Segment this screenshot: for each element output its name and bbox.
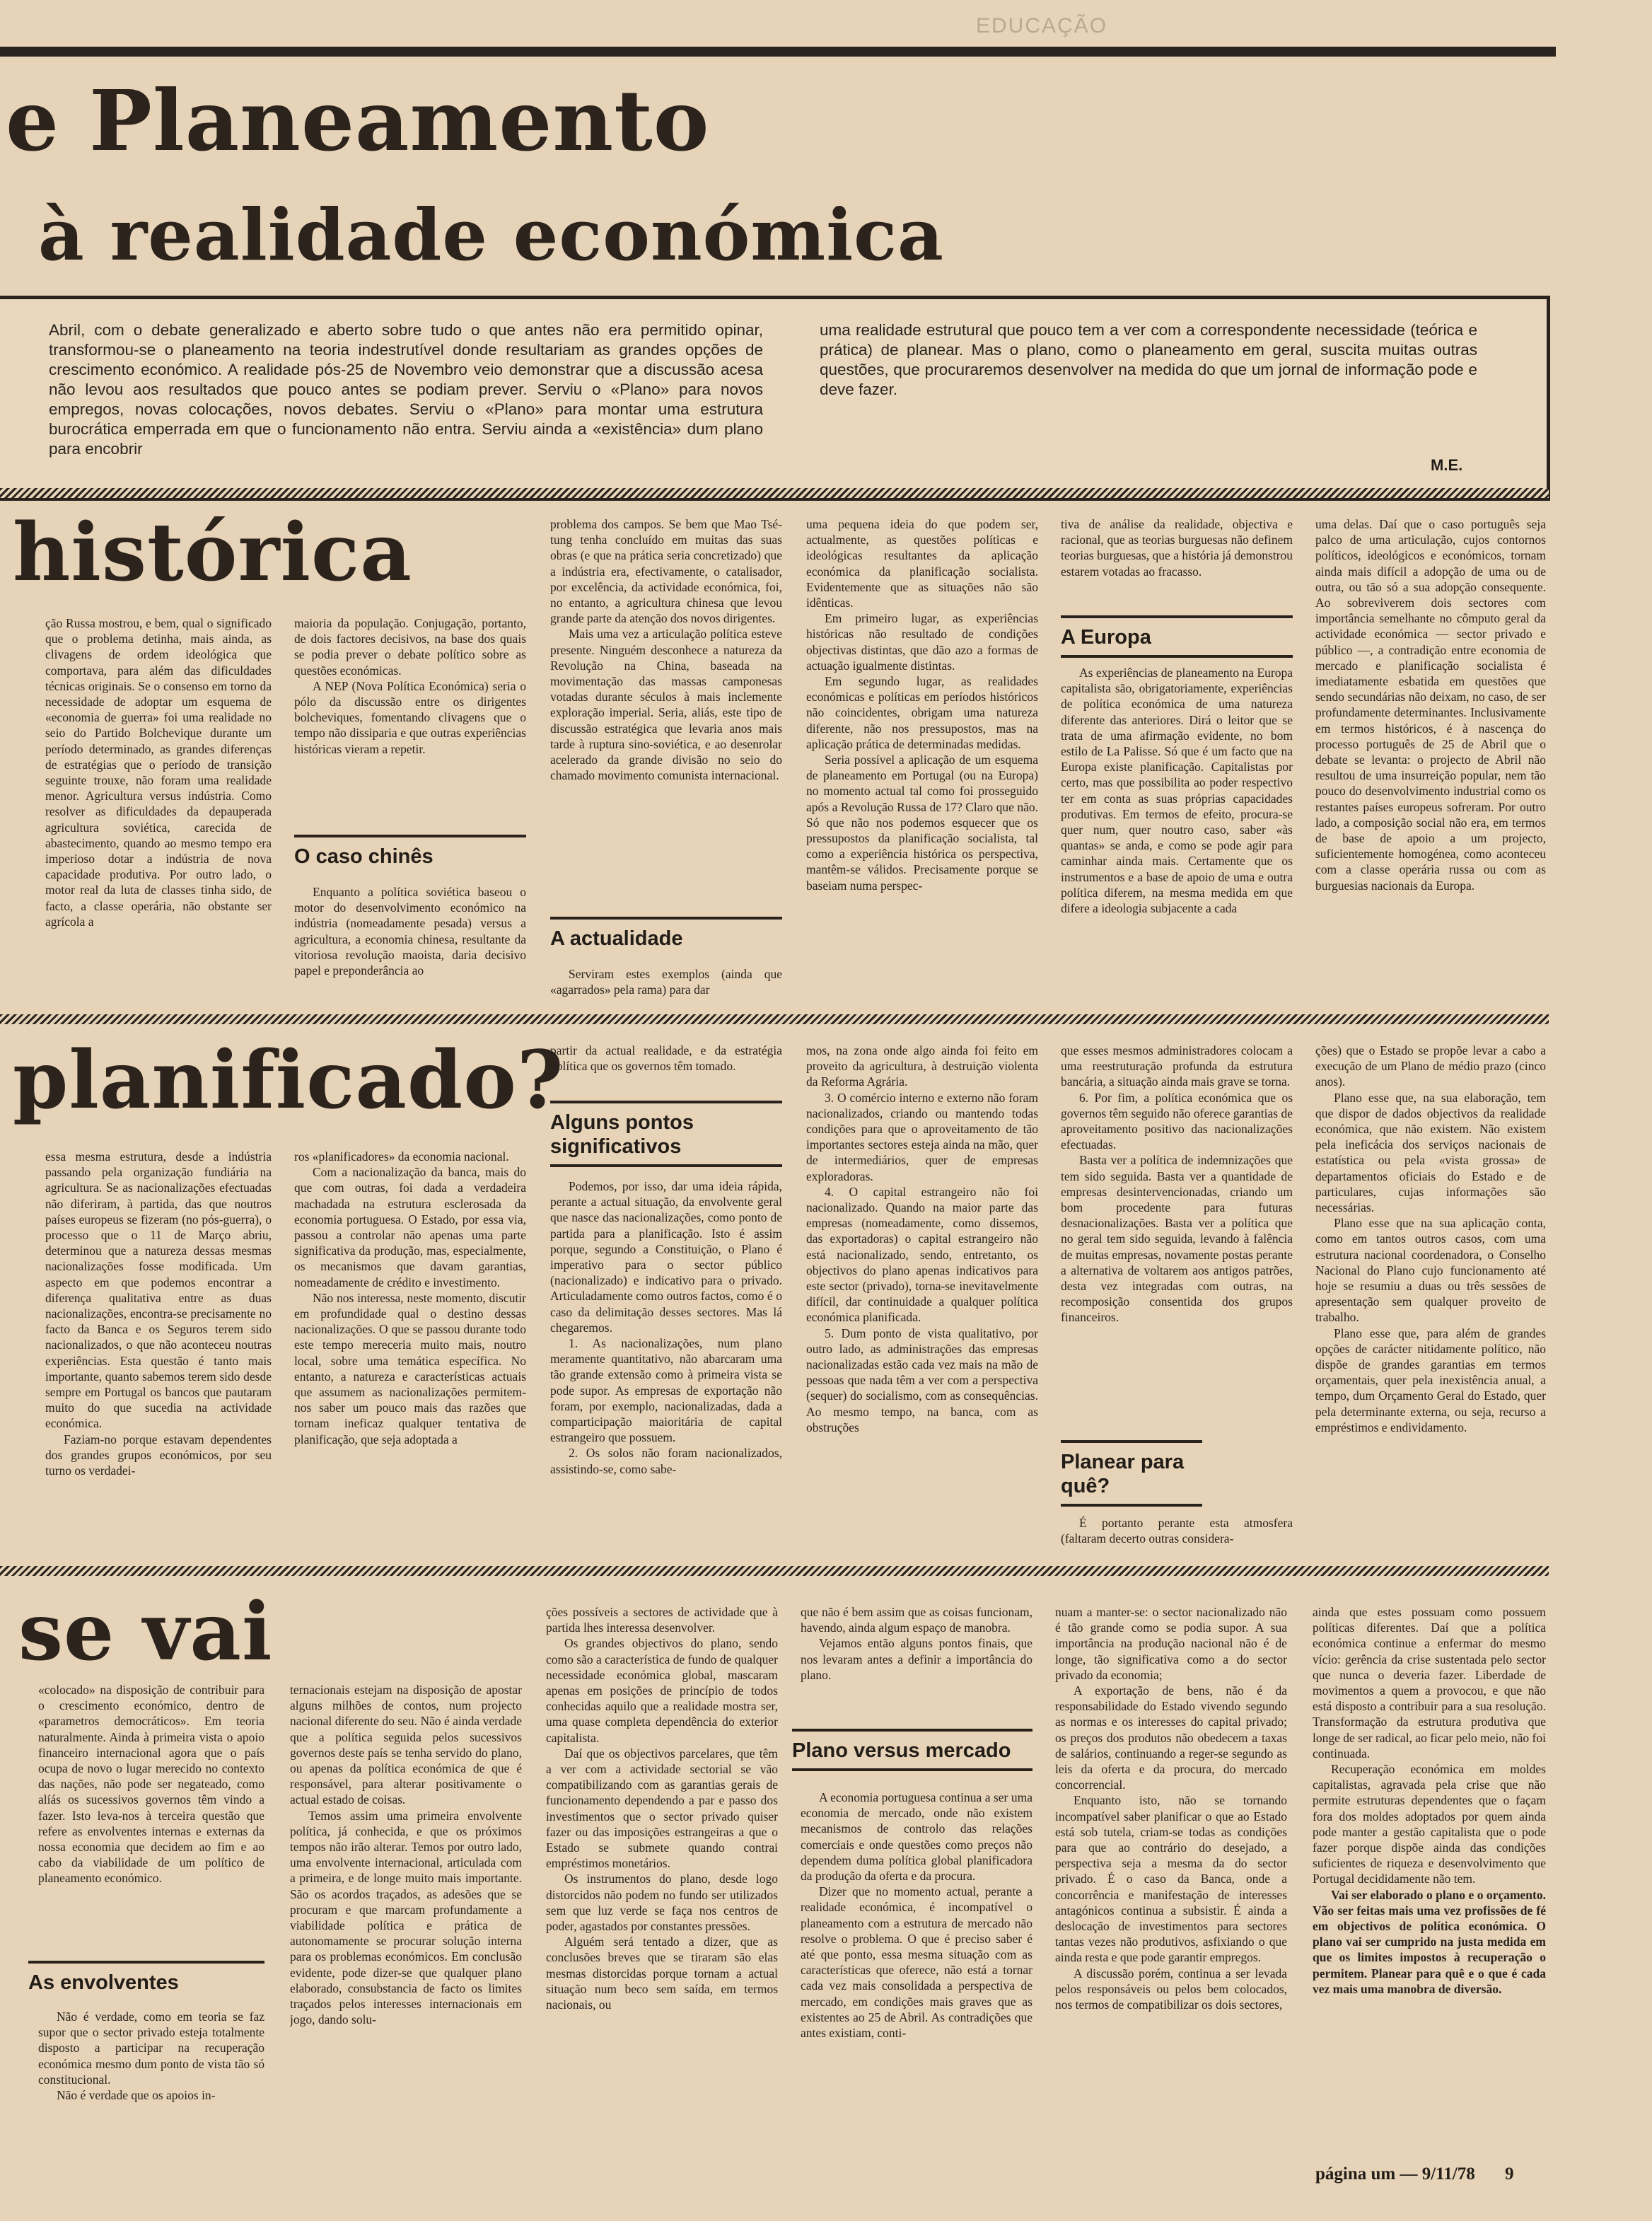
paragraph: 3. O comércio interno e externo não foram nacionalizados, criando ou mantendo todas condições para que o aproveitamento de tão importantes sectores esteja ainda na mão, quer de intermediários, quer de empresas exploradoras.: [806, 1090, 1038, 1183]
paragraph: Basta ver a política de indemnizações que tem sido seguida. Basta ver a quantidade de empresas desintervencionadas, criando um bom procedente para futuras desnacionalizações. Basta ver a política que no geral tem sido seguida, levando à falência de muitas empresas, novamente postas perante a alternativa de voltarem aos antigos patrões, desta vez integradas com outras, na recomposição consentida dos grupos financeiros.: [1061, 1153, 1293, 1325]
section2-col1: [45, 1149, 272, 1545]
section2-col4: [806, 1043, 1038, 1545]
paragraph: ternacionais estejam na disposição de apostar alguns milhões de contos, num projecto nacional diferente do seu. Não é ainda verdade que a política seguida pelos sucessivos governos deste país se tenha servido do plano, ou apenas da política económica de que é responsável, para alterar positivamente o actual estado de coisas.: [290, 1683, 522, 1807]
paragraph: partir da actual realidade, e da estratégia política que os governos têm tomado.: [550, 1043, 782, 1074]
paragraph: Não é verdade que os apoios in-: [57, 2088, 216, 2103]
headline-line1: e Planeamento: [6, 71, 710, 170]
paragraph: É portanto perante esta atmosfera (faltaram decerto outras considera-: [1061, 1516, 1293, 1546]
paragraph: Em primeiro lugar, as experiências históricas não resultado de condições objectivas distintas, que dão azo a formas de actuação igualmente distintas.: [806, 611, 1038, 673]
page-number: 9: [1505, 2164, 1514, 2184]
section1-divider: [0, 488, 1549, 498]
section3-heading: se vai: [18, 1586, 273, 1678]
paragraph: 6. Por fim, a política económica que os governos têm seguido não oferece garantias de aproveitamento positivo das nacionalizações efectuadas.: [1061, 1090, 1293, 1152]
paragraph: Enquanto isto, não se tornando incompatível saber planificar o que ao Estado está sob tutela, criam-se todas as condições para que ao contrário do desejado, a perspectiva seja a mesma da do sector privado. É o caso da Banca, onde a concorrência e manifestação de interesses antagónicos continua a subsistir. É ainda a deslocação de investimentos para sectores tantas vezes não produtivos, asfixiando o que ainda resta e que pode garantir empregos.: [1055, 1793, 1287, 1965]
intro-signature: M.E.: [1431, 456, 1463, 474]
paragraph: ainda que estes possuam como possuem políticas diferentes. Daí que a política económica continue a enfermar do mesmo vício: gerência da crise sustentada pelo sector que nunca o deveria fazer. Liberdade de movimentos a quem a provocou, e que não está disposto a contribuir para a sua resolução. Transformação da estrutura produtiva que longe de ser radical, ao ficar pelo meio, não foi continuada.: [1313, 1605, 1546, 1761]
paragraph: A discussão porém, continua a ser levada pelos responsáveis ou pelos bem colocados, nos termos de compatibilizar os dois sectores,: [1055, 1966, 1287, 2012]
paragraph: essa mesma estrutura, desde a indústria passando pela organização fundiária na agricultura. Se as nacionalizações efectuadas não diferiram, à partida, das que noutros países europeus se fizeram (no pós-guerra), o processo que o 11 de Março abriu, determinou que a natureza dessas mesmas nacionalizações fosse modificada. Um aspecto em que podemos encontrar a diferença qualitativa entre as duas nacionalizações, encontra-se precisamente no facto da Banca e os Seguros terem sido nacionalizados, o que não aconteceu noutras experiências. Esta questão é tanto mais importante, quanto sabemos terem sido desde sempre em Portugal os bancos que pautaram muito do que sucedia na actividade económica.: [45, 1149, 272, 1431]
section3-col6: [1313, 1604, 1546, 2128]
paragraph: Podemos, por isso, dar uma ideia rápida, perante a actual situação, da envolvente geral que nasce das nacionalizações, como ponto de partida para a planificação. Isto é assim porque, segundo a Constituição, o Plano é imperativo para o sector público (nacionalizado) e indicativo para o privado. Articuladamente como outros factos, como é o caso da delimitação desses sectores. Mas lá chegaremos.: [550, 1179, 782, 1335]
section2-subhead-pontos: Alguns pontos significativos: [550, 1101, 782, 1167]
paragraph: Os grandes objectivos do plano, sendo como são a característica de fundo de qualquer necessidade económica global, mascaram apenas em posições de princípio de todos conhecidas aquilo que a realidade mostra ser, uma quase completa dependência do exterior capitalista.: [546, 1636, 778, 1745]
paragraph: Os instrumentos do plano, desde logo distorcidos não podem no fundo ser utilizados sem que luz verde se faça nos centros de poder, agastados por constantes pressões.: [546, 1872, 778, 1934]
intro-right-text: uma realidade estrutural que pouco tem a ver com a correspondente necessidade (teórica e prática) de planear. Mas o plano, como o planeamento em geral, suscita muitas outras questões, que procuraremos desenvolver na medida do que um jornal de informação pode e deve fazer.: [820, 321, 1477, 398]
paragraph: mos, na zona onde algo ainda foi feito em proveito da agricultura, à destruição violenta da Reforma Agrária.: [806, 1043, 1038, 1089]
paragraph: uma delas. Daí que o caso português seja palco de uma articulação, cujos contornos políticos, ideológicos e económicos, tornam ainda mais difícil a adopção de uma ou de outra, ou tão só a sua adopção consequente. Ao sobreviverem dois sectores com importância semelhante no cômputo geral da actividade económica — sector privado e público —, a contradição entre economia de mercado e planificação socialista é imediatamente esbatida em questões que sendo secundárias não deixam, no caso, de ser profundamente determinantes. Inclusivamente em termos históricos, é à nascença do processo português de 25 de Abril que o debate se levanta: o projecto de Abril não resultou de uma insurreição popular, nem tão pouco do desenvolvimento industrial como os restantes países europeus sofreram. Por outro lado, a composição social não era, em termos de base de apoio a um projecto, suficientemente homogénea, como aconteceu com a classe operária russa ou com as burguesias nacionais da Europa.: [1315, 517, 1546, 893]
paragraph: que não é bem assim que as coisas funcionam, havendo, ainda algum espaço de manobra.: [801, 1605, 1032, 1635]
paragraph: Plano esse que, para além de grandes opções de carácter nitidamente político, não dispõe de grandes garantias em termos orçamentais, quer pela inexistência anual, a tempo, dum Orçamento Geral do Estado, quer pela determinante externa, ou seja, recurso a empréstimos e endividamento.: [1315, 1326, 1546, 1434]
section3-col1: [38, 1682, 264, 1959]
section3-col5: [1055, 1604, 1287, 2145]
section1-heading: histórica: [13, 506, 412, 599]
paragraph: uma pequena ideia do que podem ser, actualmente, as questões políticas e ideológicas resultantes da aplicação económica da planificação socialista. Evidentemente que as situações não são idênticas.: [806, 517, 1038, 610]
paragraph: 5. Dum ponto de vista qualitativo, por outro lado, as administrações das empresas nacionalizadas estão cada vez mais na mão de pessoas que nada têm a ver com a perspectiva (sequer) do socialismo, com as consequências. Ao mesmo tempo, na banca, com as obstruções: [806, 1326, 1038, 1434]
headline-line2: à realidade económica: [38, 193, 944, 277]
paragraph: Vejamos então alguns pontos finais, que nos levaram antes a definir a importância do plano.: [801, 1636, 1032, 1682]
paragraph: Faziam-no porque estavam dependentes dos grandes grupos económicos, por seu turno os verdadei-: [45, 1432, 272, 1478]
intro-box: [0, 296, 1550, 501]
section1-subhead-actualidade: A actualidade: [550, 917, 782, 951]
section1-col3-bottom: [550, 966, 782, 1006]
section2-heading: planificado?: [13, 1034, 564, 1127]
paragraph: A economia portuguesa continua a ser uma economia de mercado, onde não existem mecanismos de controlo das relações comerciais e onde questões como preços não dependem duma política global planificadora da produção da oferta e da procura.: [801, 1790, 1032, 1884]
intro-left-text: Abril, com o debate generalizado e aberto sobre tudo o que antes não era permitido opinar, transformou-se o planeamento na teoria indestrutível donde resultariam as grandes opções de crescimento económico. A realidade pós-25 de Novembro veio demonstrar que a discussão acesa não levou aos resultados que pouco antes se podiam prever. Serviu o «Plano» para novos empregos, novas colocações, novos debates. Serviu o «Plano» para montar uma estrutura burocrática emperrada em que o funcionamento não entra. Serviu ainda a «existência» dum plano para encobrir: [49, 321, 763, 458]
page-footer: [1315, 2164, 1514, 2184]
paragraph: nuam a manter-se: o sector nacionalizado não é tão grande como se podia supor. A sua importância na produção nacional não é de longe, tão significativa como a do sector privado da economia;: [1055, 1605, 1287, 1682]
paragraph: Enquanto a política soviética baseou o motor do desenvolvimento económico na indústria (nomeadamente pesada) versus a agricultura, a economia chinesa, resultante da vitoriosa revolução maoista, daria decisivo papel e preponderância ao: [294, 885, 526, 978]
section2-col6: [1315, 1043, 1546, 1545]
section1-col5: [1061, 516, 1293, 608]
paragraph: Serviram estes exemplos (ainda que «agarrados» pela rama) para dar: [550, 967, 782, 997]
paragraph: Não nos interessa, neste momento, discutir em profundidade qual o destino dessas nacionalizações. O que se passou durante todo este tempo mereceria muito mais, noutro local, sobre uma temática específica. No entanto, a natureza e características actuais que assumem as nacionalizações permitem-nos saber um pouco mais das razões que tornam ineficaz qualquer tentativa de planificação, que seja adoptada a: [294, 1290, 526, 1446]
paragraph: Dizer que no momento actual, perante a realidade económica, é incompatível o planeamento com a estrutura de mercado não resolve o problema. O que é preciso saber é até que ponto, essa mesma situação com as características que oferece, não está a tornar cada vez mais consolidada a perspectiva de mercado, em condições mais graves que as existentes ao 25 de Abril. As contradições que antes existiam, conti-: [801, 1884, 1032, 2041]
section3-subhead-mercado: Plano versus mercado: [792, 1729, 1032, 1771]
paragraph: Mais uma vez a articulação política esteve presente. Ninguém desconhece a natureza da Revolução na China, baseada na movimentação das massas camponesas votadas durante séculos à mais inclemente exploração imperial. Seria, aliás, este tipo de discussão estratégica que levaria anos mais tarde à ruptura sino-soviética, e ao desenrolar acelerado da grande divisão no seio do chamado movimento comunista internacional.: [550, 627, 782, 783]
paragraph: Alguém será tentado a dizer, que as conclusões breves que se tiraram são elas mesmas distorcidas porque tornam a actual situação num beco sem saída, em termos nacionais, ou: [546, 1935, 778, 2012]
section1-col3: [550, 516, 782, 912]
section3-divider: [0, 1566, 1549, 1576]
section1-col1: [45, 615, 272, 1004]
section2-col3: [550, 1043, 782, 1099]
section1-subhead-europa: A Europa: [1061, 615, 1293, 658]
footer-text: página um — 9/11/78: [1315, 2164, 1475, 2184]
section2-divider: [0, 1014, 1549, 1024]
paragraph: ções) que o Estado se propõe levar a cabo a execução de um Plano de médio prazo (cinco anos).: [1315, 1043, 1546, 1089]
paragraph: Vai ser elaborado o plano e o orçamento. Vão ser feitas mais uma vez profissões de fé em objectivos de política económica. O plano vai ser cumprido na justa medida em que os limites impostos à recuperação o permitem. Planear para quê e o que é cada vez mais uma manobra de diversão.: [1313, 1887, 1546, 1996]
paragraph: Temos assim uma primeira envolvente política, já conhecida, e que os próximos tempos não irão alterar. Temos por outro lado, uma envolvente internacional, articulada com a primeira, e de longe muito mais importante. São os acordos traçados, as adesões que se procuram e que marcam profundamente a viabilidade política e prática de autonomamente se procurar solução interna para os problemas económicos. Em conclusão evidente, pode dizer-se que qualquer plano elaborado, consubstancia de facto os limites traçados pelos interesses internacionais em jogo, dando solu-: [290, 1808, 522, 2027]
section1-subhead-china: O caso chinês: [294, 835, 526, 869]
paragraph: ção Russa mostrou, e bem, qual o significado que o problema detinha, mais ainda, as clivagens de ordem ideológica que comportava, para além das dificuldades técnicas originais. Se o consenso em torno da necessidade de adoptar um esquema de «economia de guerra» foi uma realidade no seio do Partido Bolchevique durante um período determinado, as grandes diferenças de estratégias que o período de transição seguinte trouxe, não foram uma realidade menor. Agricultura versus indústria. Como resolver as dificuldades da depauperada agricultura soviética, carecida de abastecimento, quando ao mesmo tempo era imperioso dotar a indústria de nova capacidade produtiva. Por outro lado, o motor real da luta de classes tinha sido, de facto, a classe operária, não obstante ser agrícola a: [45, 616, 272, 929]
paragraph: maioria da população. Conjugação, portanto, de dois factores decisivos, na base dos quais se podia prever o debate político sobre as questões económicas.: [294, 616, 526, 678]
paragraph: Daí que os objectivos parcelares, que têm a ver com a actividade sectorial se vão compatibilizando com as garantias gerais de funcionamento dependendo a par e passo dos investimentos que o sector privado quiser fazer ou das imposições estrangeiras a que o Estado se submete quando contrai empréstimos monetários.: [546, 1746, 778, 1871]
paragraph: 4. O capital estrangeiro não foi nacionalizado. Quando na maior parte das empresas (nomeadamente, como dissemos, das exportadoras) o capital estrangeiro não está nacionalizado, sendo, entretanto, os objectivos do plano apenas indicativos para este sector (privado), torna-se inevitavelmente difícil, dar continuidade a qualquer política económica planificada.: [806, 1184, 1038, 1325]
section2-col2: [294, 1149, 526, 1545]
paragraph: Em segundo lugar, as realidades económicas e políticas em períodos históricos não coincidentes, obrigam uma natureza diferente, não nos pressupostos, mas na aplicação prática de determinadas medidas.: [806, 674, 1038, 751]
paragraph: problema dos campos. Se bem que Mao Tsé-tung tenha concluído em muitas das suas obras (e que na prática seria concretizado) que a indústria era, efectivamente, o catalisador, por excelência, da actividade económica, foi, no entanto, a agricultura chinesa que levou grande parte da atenção dos novos dirigentes.: [550, 517, 782, 626]
section2-subhead-planear: Planear para quê?: [1061, 1440, 1202, 1507]
section3-col3: [546, 1604, 778, 2145]
section3-col4: [801, 1604, 1032, 1724]
paragraph: A NEP (Nova Política Económica) seria o pólo da discussão entre os dirigentes bolcheviques, fomentando clivagens que o tempo não dissiparia e que outras experiências históricas vieram a repetir.: [294, 678, 526, 756]
section3-col2: [290, 1682, 522, 2145]
top-rule: [0, 47, 1556, 57]
section2-col3-bottom: [550, 1178, 782, 1545]
section2-col5-bottom: [1061, 1515, 1293, 1548]
section1-col2-bottom: [294, 884, 526, 1004]
paragraph: que esses mesmos administradores colocam a uma reestruturação profunda da estrutura bancária, a situação ainda mais grave se torna.: [1061, 1043, 1293, 1089]
paragraph: Plano esse que na sua aplicação conta, como em tantos outros casos, com uma estrutura nacional coordenadora, o Conselho Nacional do Plano cujo funcionamento até hoje se resumiu a duas ou três sessões de apresentação sem qualquer proveito de trabalho.: [1315, 1216, 1546, 1325]
section3-col4-bottom: [801, 1790, 1032, 2143]
section3-col1-bottom: [38, 2009, 264, 2143]
paragraph: 1. As nacionalizações, num plano meramente quantitativo, não abarcaram uma tão grande extensão como à primeira vista se pode supor. As empresas de exportação não foram, por exemplo, nacionalizadas, dada a comparticipação maioritária de capital estrangeiro que possuem.: [550, 1336, 782, 1445]
paragraph: tiva de análise da realidade, objectiva e racional, que as teorias burguesas não definem teorias burguesas, que a história já demonstrou estarem votadas ao fracasso.: [1061, 517, 1293, 579]
ghost-text: EDUCAÇÃO: [976, 14, 1108, 37]
paragraph: 2. Os solos não foram nacionalizados, assistindo-se, como sabe-: [550, 1446, 782, 1476]
paragraph: Seria possível a aplicação de um esquema de planeamento em Portugal (ou na Europa) no momento actual tal como foi prosseguido após a Revolução Russa de 17? Claro que não. Só que não nos podemos esquecer que os pressupostos da planificação socialista, tal como a experiência histórica os perspectiva, mantêm-se válidos. Precisamente porque se baseiam numa perspec-: [806, 753, 1038, 893]
section2-col5: [1061, 1043, 1293, 1439]
section1-col5-bottom: [1061, 665, 1293, 1004]
paragraph: Com a nacionalização da banca, mais do que com outras, foi dada a verdadeira machadada na estrutura esclerosada da economia portuguesa. O Estado, por essa via, passou a controlar não apenas uma parte significativa da produção, mas, especialmente, os mecanismos que davam garantias, nomeadamente de crédito e investimento.: [294, 1165, 526, 1289]
paragraph: ções possíveis a sectores de actividade que à partida lhes interessa desenvolver.: [546, 1605, 778, 1635]
section1-col2: [294, 615, 526, 835]
paragraph: Recuperação económica em moldes capitalistas, agravada pela crise que não permite estruturas dependentes que o façam fora dos moldes adoptados por quem ainda pode manter a gestão capitalista que o pode fazer porque dispõe ainda das condições suficientes de riqueza e desenvolvimento que Portugal decididamente não tem.: [1313, 1762, 1546, 1886]
paragraph: A exportação de bens, não é da responsabilidade do Estado vivendo segundo as normas e os interesses do capital privado; os preços dos produtos não obedecem a taxas de salários, continuando a reger-se segundo as leis da oferta e da procura, do mercado concorrencial.: [1055, 1683, 1287, 1792]
section1-col4: [806, 516, 1038, 1004]
paragraph: «colocado» na disposição de contribuir para o crescimento económico, dentro de «parametros democráticos». Em teoria naturalmente. Ainda à primeira vista o apoio financeiro internacional agora que o país ocupa de novo o lugar merecido no contexto das nações, não pode ser negateado, como alíás os sucessivos governos têm vindo a fazer. Isto leva-nos à terceira questão que refere as envolventes internas e externas da nossa economia que decidem ao fim e ao cabo da viabilidade de um político de planeamento económico.: [38, 1683, 264, 1886]
paragraph: Plano esse que, na sua elaboração, tem que dispor de dados objectivos da realidade económica, que não existem. Não existem pela ineficácia dos serviços nacionais de estatística ou pela «vista grossa» de departamentos oficiais do Estado e de particulares, cujas informações são necessárias.: [1315, 1090, 1546, 1215]
paragraph: ros «planificadores» da economia nacional.: [294, 1149, 509, 1164]
section3-subhead-envolventes: As envolventes: [28, 1961, 264, 1995]
paragraph: Não é verdade, como em teoria se faz supor que o sector privado esteja totalmente disposto a participar na recuperação económica mesmo dum ponto de vista tão só constitucional.: [38, 2010, 264, 2087]
section1-col6: [1315, 516, 1546, 1004]
paragraph: As experiências de planeamento na Europa capitalista são, obrigatoriamente, experiências de política económica de uma natureza diferente das anteriores. Dirá o leitor que se trata de uma afirmação evidente, no bom estilo de La Palisse. Só que é um facto que na Europa existe planificação. Capitalistas por certo, mas que possibilita ao poder respectivo ter em conta as suas próprias capacidades produtivas. Em termos de efeito, procura-se quer num, quer noutro caso, saber «às quantas» se anda, e como se pode agir para caminhar ainda mais. Certamente que os instrumentos e a base de apoio de uma e outra política diferem, na mesma medida em que difere a ideologia subjacente a cada: [1061, 666, 1293, 916]
